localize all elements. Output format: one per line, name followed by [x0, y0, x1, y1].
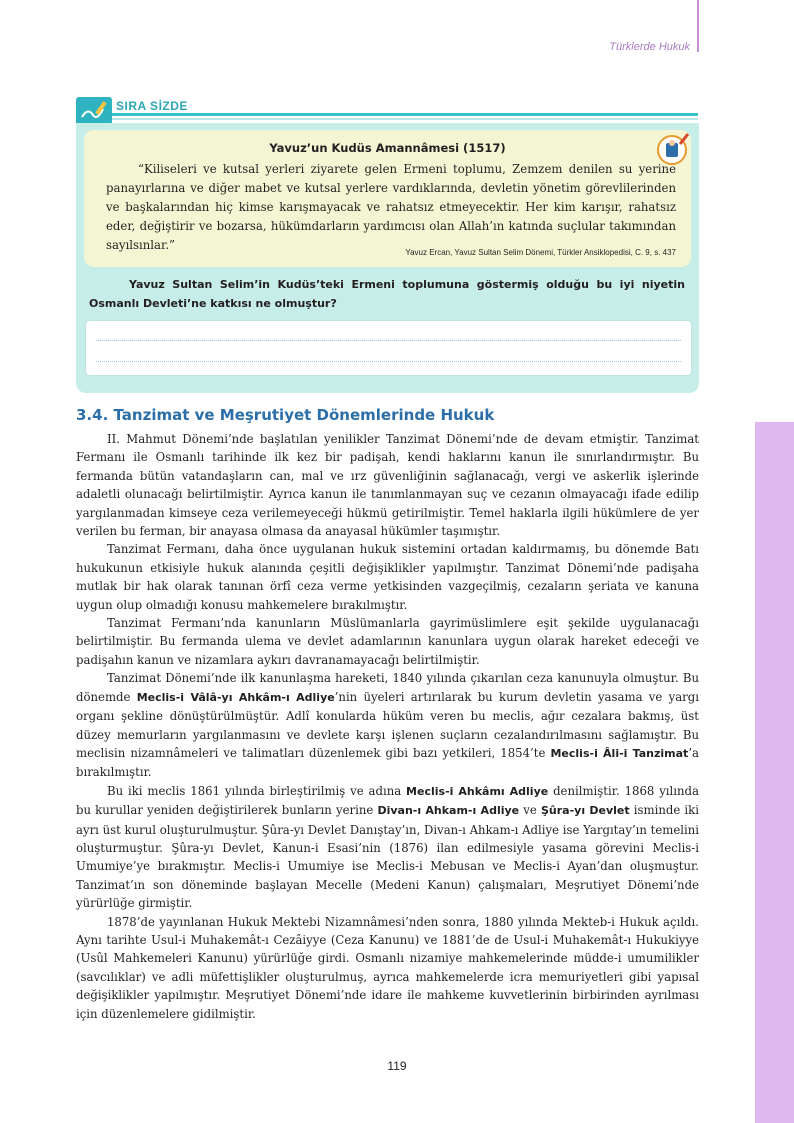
activity-body [76, 123, 699, 393]
quote-source: Yavuz Ercan, Yavuz Sultan Selim Dönemi, Türkler Ansiklopedisi, C. 9, s. 437 [405, 248, 676, 257]
bold-term: Meclis-i Ahkâmı Adliye [406, 784, 549, 798]
paragraph [76, 782, 699, 913]
bold-term: Şûra-yı Devlet [540, 804, 630, 818]
text-run: Tanzimat Dönemi’nde ilk kanunlaşma hareketi, 1840 yılında çıkarılan ceza kanunuyla olmuştur. Bu dönemde [76, 671, 699, 704]
header-rule [697, 0, 699, 52]
text-run: denilmiştir. 1868 yılında bu kurullar yeniden değiştirilerek bunların yerine [76, 783, 699, 818]
section-heading: 3.4. Tanzimat ve Meşrutiyet Dönemlerinde Hukuk [76, 406, 495, 424]
text-run: isminde iki ayrı üst kurul oluşturulmuştur. Şûra-yı Devlet Danıştay’ın, Divan-ı Ahkam-ı Adliye ise Yargıtay’ın temelini oluşturmuştur. Şûra-yı Devlet, Kanun-i Esasi’nin (1876) ilan edilmesiyle yasama görevini Meclis-i Umumiye’ye bırakmıştır. Meclis-i Umumiye ise Meclis-i Mebusan ve Meclis-i Ayan’dan oluşmuştur. Tanzimat’ın son döneminde başlayan Mecelle (Medeni Kanun) çalışmaları, Meşrutiyet Dönemi’nde yürürlüğe girmiştir. [76, 803, 700, 911]
text-run: ’nin üyeleri artırılarak bu kurum devletin yasama ve yargı organı şekline dönüştürülmüştür. Adlî konularda hüküm veren bu meclis, ağır cezalara bakmış, üst düzey memurların yargılanmasını ve devlete karşı işlenen suçların cezalandırılmasını sağlamıştır. Bu meclisin nizamnâmeleri ve talimatları düzenlemek gibi bazı yetkileri, 1854’te [76, 689, 699, 760]
question-text: Yavuz Sultan Selim’in Kudüs’teki Ermeni toplumuna göstermiş olduğu bu iyi niyetin Osmanlı Devleti’ne katkısı ne olmuştur? [89, 278, 685, 310]
quote-box [84, 130, 691, 267]
answer-area[interactable] [85, 320, 692, 376]
paragraph: Tanzimat Fermanı’nda kanunların Müslümanlarla gayrimüslimlere eşit şekilde uygulanacağı belirtilmiştir. Bu fermanda ulema ve devlet adamlarının kanunlara uygun olarak hareket edeceği ve padişahın kanun ve nizamlara aykırı davranamayacağı belirtilmiştir. [76, 616, 699, 667]
bold-term: Meclis-i Âli-i Tanzimat [550, 746, 689, 760]
text-run: ve [519, 803, 541, 818]
side-tab [755, 422, 794, 1123]
section-body [76, 430, 699, 1023]
running-header: Türklerde Hukuk [609, 41, 690, 53]
bold-term: Divan-ı Ahkam-ı Adliye [377, 804, 520, 818]
activity-label: SIRA SİZDE [116, 99, 188, 113]
quote-title: Yavuz’un Kudüs Amannâmesi (1517) [269, 141, 506, 155]
paragraph: 1878’de yayınlanan Hukuk Mektebi Nizamnâmesi’nden sonra, 1880 yılında Mekteb-i Hukuk açıldı. Aynı tarihte Usul-i Muhakemât-ı Cezâiyye (Ceza Kanunu) ve 1881’de de Usul-i Muhakemât-ı Hukukiyye (Usûl Mahkemeleri Kanunu) yürürlüğe girdi. Osmanlı nizamiye mahkemelerinde müdde-i umumilikler (savcılıklar) ve adli müfettişlikler oluşturulmuş, ayrıca mahkemelerde icra memuriyetleri gibi yapısal değişiklikler yapılmıştır. Meşrutiyet Dönemi’nde idare ile mahkeme kuvvetlerinin birbirinden ayrılması için düzenlemelere gidilmiştir. [76, 914, 699, 1021]
quote-text [106, 160, 676, 255]
text-run: ’a bırakılmıştır. [76, 745, 699, 780]
page-number: 119 [387, 1059, 407, 1073]
answer-line [96, 340, 681, 341]
quote-paragraph: “Kiliseleri ve kutsal yerleri ziyarete gelen Ermeni toplumu, Zemzem denilen su yerine panayırlarına ve diğer mabet ve kutsal yerlere vardıklarında, devletin yönetim görevlilerinden ve başkalarından hiç kimse karışmayacak ve rahatsız etmeyecektir. Her kim karışır, rahatsız eder, değiştirir ve bozarsa, hükümdarların yardımcısı olan Allah’ın katında suçlular takımından sayılsınlar.” [106, 162, 676, 252]
paragraph [76, 669, 699, 781]
paragraph: Tanzimat Fermanı, daha önce uygulanan hukuk sistemini ortadan kaldırmamış, bu dönemde Batı hukukunun etkisiyle hukuk alanında çeşitli değişiklikler yapılmıştır. Tanzimat Dönemi’nde padişaha mutlak bir hak olarak tanınan örfî ceza verme yetkisinden vazgeçilmiş, cezaların şeriata ve kanuna uygun olup olmadığı konusu mahkemelere bırakılmıştır. [76, 542, 699, 612]
activity-header-rule [112, 113, 698, 116]
text-run: Bu iki meclis 1861 yılında birleştirilmiş ve adına [107, 783, 407, 798]
paragraph: II. Mahmut Dönemi’nde başlatılan yenilikler Tanzimat Dönemi’nde de devam etmiştir. Tanzimat Fermanı ile Osmanlı tarihinde ilk kez bir padişah, kendi haklarını kanun ile sınırlandırmıştır. Bu fermanda bütün vatandaşların can, mal ve ırz güvenliğinin sağlanacağı, vergi ve askerlik işlerinde adaletli olunacağı belirtilmiştir. Ayrıca kanun ile tanımlanmayan suç ve cezanın olmayacağı ifade edilip yargılanmadan kimseye ceza verilemeyeceği hükmü getirilmiştir. Temel haklarla ilgili hükümlere de yer verilen bu ferman, bir anayasa olmasa da anayasal hükümler taşımıştır. [76, 432, 699, 539]
bold-term: Meclis-i Vâlâ-yı Ahkâm-ı Adliye [136, 690, 335, 704]
pencil-logo-icon [76, 97, 112, 125]
activity-header-rule-light [112, 118, 698, 120]
answer-line [96, 361, 681, 362]
activity-box [76, 97, 699, 393]
